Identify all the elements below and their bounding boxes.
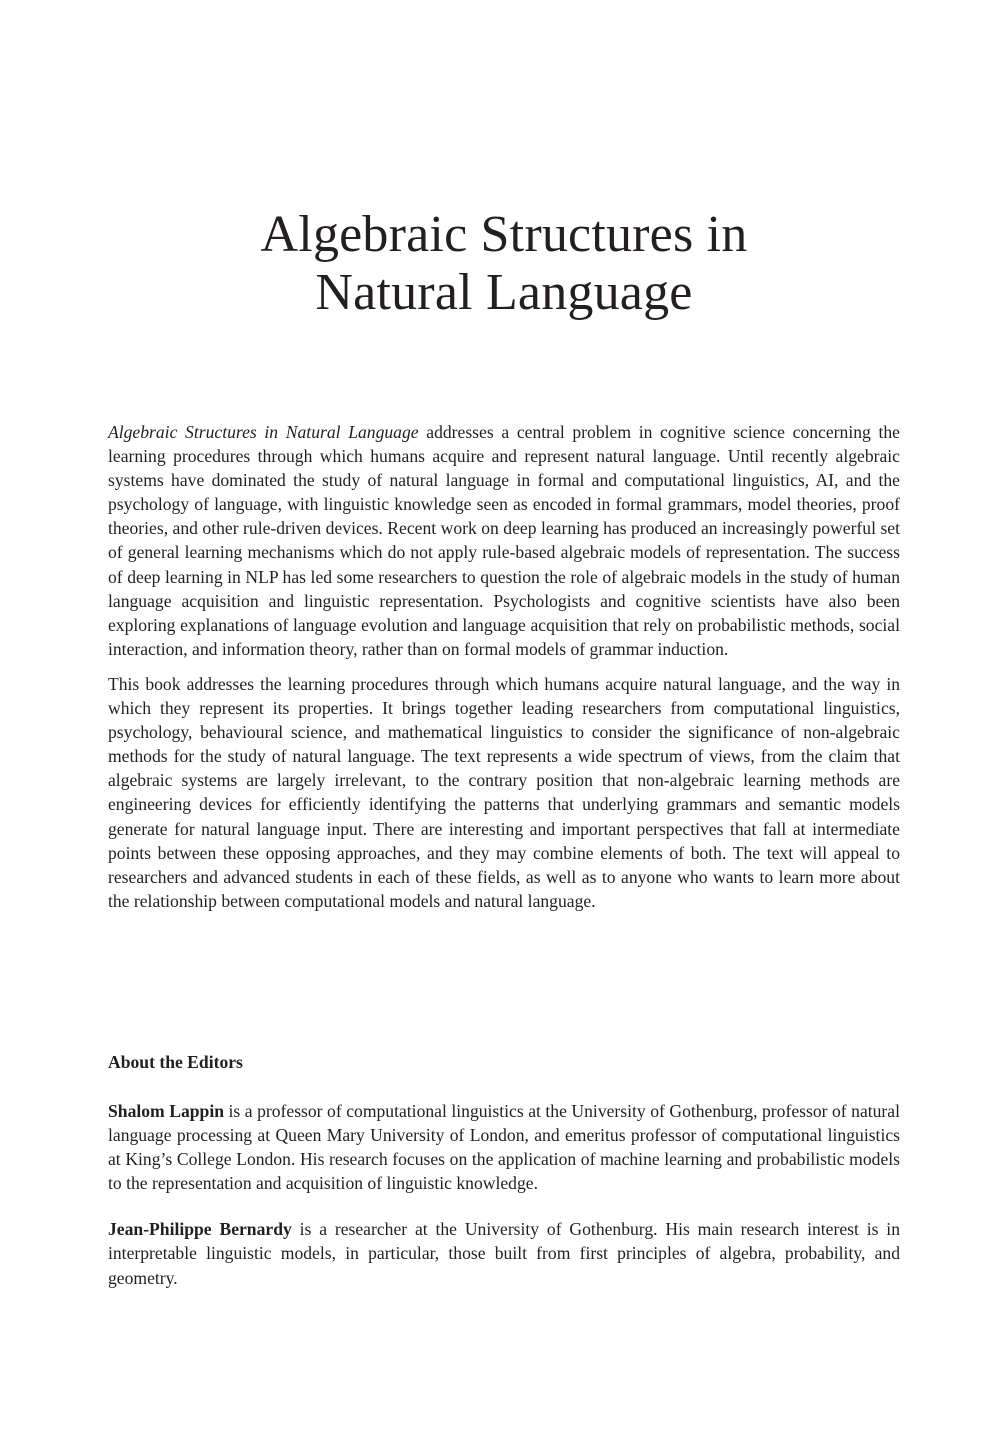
italic-book-title: Algebraic Structures in Natural Language (108, 422, 419, 442)
about-editors-heading: About the Editors (108, 1052, 243, 1072)
description-paragraph-2: This book addresses the learning procedures through which humans acquire natural language, and the way in which they represent its properties. It brings together leading researchers from computational linguistics, psychology, behavioural science, and mathematical linguistics to consider the significance of non-algebraic methods for the study of natural language. The text represents a wide spectrum of views, from the claim that algebraic systems are largely irrelevant, to the contrary position that non-algebraic learning methods are engineering devices for efficiently identifying the patterns that underlying grammars and semantic models generate for natural language input. There are interesting and important perspectives that fall at intermediate points between these opposing approaches, and they may combine elements of both. The text will appeal to researchers and advanced students in each of these fields, as well as to anyone who wants to learn more about the relationship between computational models and natural language. (108, 673, 900, 911)
book-description (108, 420, 900, 913)
editor-bio (108, 1217, 900, 1289)
book-title (0, 206, 1008, 322)
editor-bio (108, 1099, 900, 1195)
editors-section (108, 1099, 900, 1290)
book-title-line-1: Algebraic Structures in (260, 206, 748, 263)
description-paragraph-1 (108, 420, 900, 661)
book-title-line-2: Natural Language (315, 264, 693, 321)
editor-bio-text: is a professor of computational linguistics at the University of Gothenburg, professor of natural language processing at Queen Mary University of London, and emeritus professor of computational linguistics at King’s College London. His research focuses on the application of machine learning and probabilistic models to the representation and acquisition of linguistic knowledge. (108, 1101, 900, 1194)
editor-name: Shalom Lappin (108, 1101, 224, 1121)
editor-bio-text: is a researcher at the University of Gothenburg. His main research interest is in interpretable linguistic models, in particular, those built from first principles of algebra, probability, and geometry. (108, 1219, 900, 1288)
description-paragraph-1-text: addresses a central problem in cognitive science concerning the learning procedures through which humans acquire and represent natural language. Until recently algebraic systems have dominated the study of natural language in formal and computational linguistics, AI, and the psychology of language, with linguistic knowledge seen as encoded in formal grammars, model theories, proof theories, and other rule-driven devices. Recent work on deep learning has produced an increasingly powerful set of general learning mechanisms which do not apply rule-based algebraic models of representation. The success of deep learning in NLP has led some researchers to question the role of algebraic models in the study of human language acquisition and linguistic representation. Psychologists and cognitive scientists have also been exploring explanations of language evolution and language acquisition that rely on probabilistic methods, social interaction, and information theory, rather than on formal models of grammar induction. (108, 422, 900, 659)
editor-name: Jean-Philippe Bernardy (108, 1219, 292, 1240)
